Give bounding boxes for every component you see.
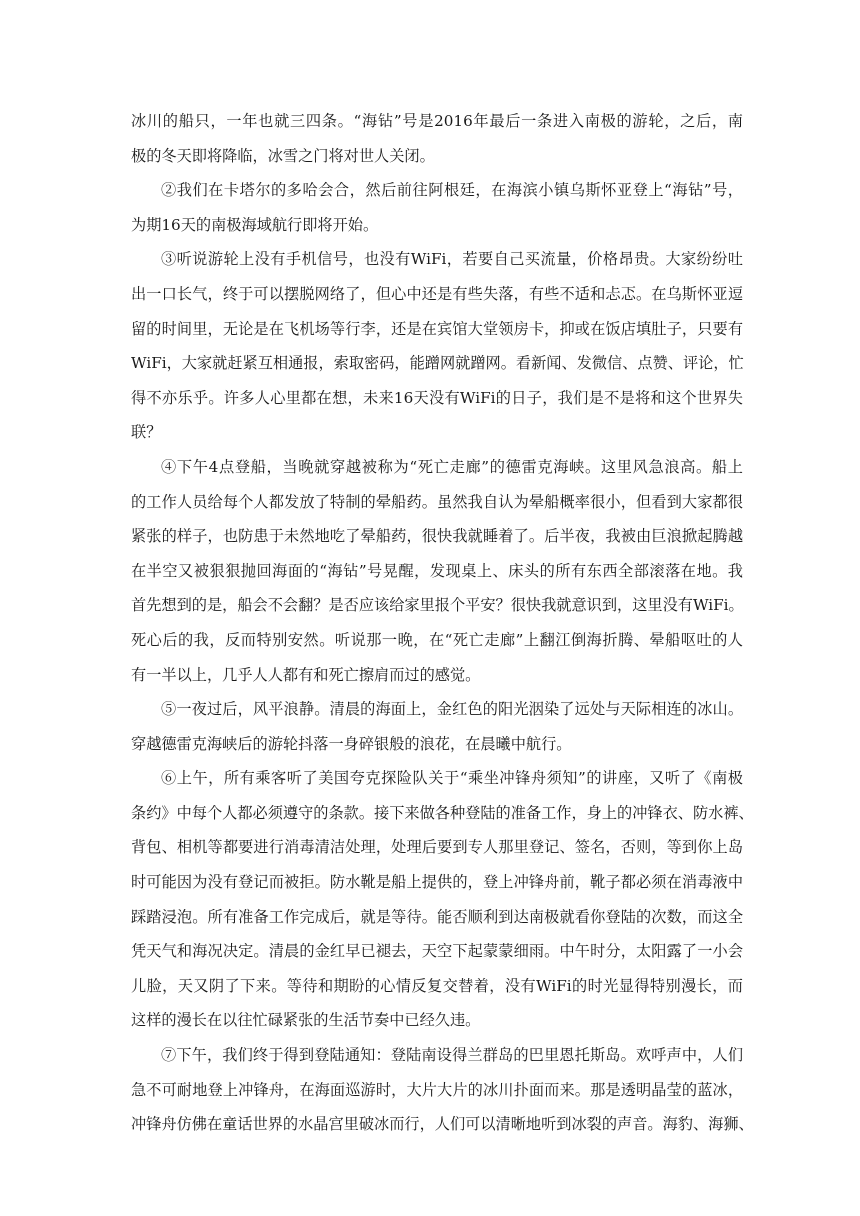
- text-line: 死心后的我，反而特别安然。听说那一晚，在“死亡走廊”上翻江倒海折腾、晕船呕吐的人: [131, 630, 743, 649]
- text-line: 出一口长气，终于可以摆脱网络了，但心中还是有些失落，有些不适和忐忑。在乌斯怀亚逗: [131, 284, 743, 303]
- text-line: 冲锋舟仿佛在童话世界的水晶宫里破冰而行，人们可以清晰地听到冰裂的声音。海豹、海狮、: [131, 1115, 754, 1134]
- text-line: WiFi，大家就赶紧互相通报，索取密码，能蹭网就蹭网。看新闻、发微信、点赞、评论，忙: [131, 354, 744, 373]
- text-line: 时可能因为没有登记而被拒。防水靴是船上提供的，登上冲锋舟前，靴子都必须在消毒液中: [131, 873, 743, 892]
- text-line: 极的冬天即将降临，冰雪之门将对世人关闭。: [131, 146, 435, 165]
- text-line: 这样的漫长在以往忙碌紧张的生活节奏中已经久违。: [131, 1011, 481, 1030]
- text-line: 得不亦乐乎。许多人心里都在想，未来16天没有WiFi的日子，我们是不是将和这个世界失: [131, 388, 743, 407]
- text-line: 在半空又被狠狠抛回海面的“海钻”号晃醒，发现桌上、床头的所有东西全部滚落在地。我: [131, 561, 743, 580]
- text-line: ③听说游轮上没有手机信号，也没有WiFi，若要自己买流量，价格昂贵。大家纷纷吐: [161, 250, 743, 269]
- article-body: [131, 104, 754, 1142]
- text-line: 踩踏浸泡。所有准备工作完成后，就是等待。能否顺利到达南极就看你登陆的次数，而这全: [131, 907, 743, 926]
- text-line: 穿越德雷克海峡后的游轮抖落一身碎银般的浪花，在晨曦中航行。: [131, 734, 572, 753]
- text-line: 紧张的样子，也防患于未然地吃了晕船药，很快我就睡着了。后半夜，我被由巨浪掀起腾越: [131, 527, 743, 546]
- text-line: 条约》中每个人都必须遵守的条款。接下来做各种登陆的准备工作，身上的冲锋衣、防水裤、: [131, 803, 754, 822]
- text-line: ⑤一夜过后，风平浪静。清晨的海面上，金红色的阳光洇染了远处与天际相连的冰山。: [161, 700, 743, 719]
- text-line: 有一半以上，几乎人人都有和死亡擦肩而过的感觉。: [131, 665, 481, 684]
- text-line: 首先想到的是，船会不会翻？是否应该给家里报个平安？很快我就意识到，这里没有WiFi。: [131, 596, 744, 615]
- text-line: ④下午4点登船，当晚就穿越被称为“死亡走廊”的德雷克海峡。这里风急浪高。船上: [161, 457, 743, 476]
- text-line: ②我们在卡塔尔的多哈会合，然后前往阿根廷，在海滨小镇乌斯怀亚登上“海钻”号，: [161, 181, 743, 200]
- text-line: 背包、相机等都要进行消毒清洁处理，处理后要到专人那里登记、签名，否则，等到你上岛: [131, 838, 743, 857]
- text-line: ⑥上午，所有乘客听了美国夸克探险队关于“乘坐冲锋舟须知”的讲座，又听了《南极: [161, 769, 743, 788]
- text-line: 急不可耐地登上冲锋舟，在海面巡游时，大片大片的冰川扑面而来。那是透明晶莹的蓝冰，: [131, 1080, 743, 1099]
- text-line: 留的时间里，无论是在飞机场等行李，还是在宾馆大堂领房卡，抑或在饭店填肚子，只要有: [131, 319, 743, 338]
- text-line: ⑦下午，我们终于得到登陆通知：登陆南设得兰群岛的巴里恩托斯岛。欢呼声中，人们: [161, 1046, 743, 1065]
- text-line: 的工作人员给每个人都发放了特制的晕船药。虽然我自认为晕船概率很小，但看到大家都很: [131, 492, 743, 511]
- text-line: 儿脸，天又阴了下来。等待和期盼的心情反复交替着，没有WiFi的时光显得特别漫长，而: [131, 976, 743, 995]
- text-line: 联？: [131, 423, 162, 442]
- text-line: 凭天气和海况决定。清晨的金红早已褪去，天空下起蒙蒙细雨。中午时分，太阳露了一小会: [131, 942, 743, 961]
- text-line: 冰川的船只，一年也就三四条。“海钻”号是2016年最后一条进入南极的游轮，之后，南: [131, 112, 743, 130]
- text-line: 为期16天的南极海域航行即将开始。: [131, 215, 379, 234]
